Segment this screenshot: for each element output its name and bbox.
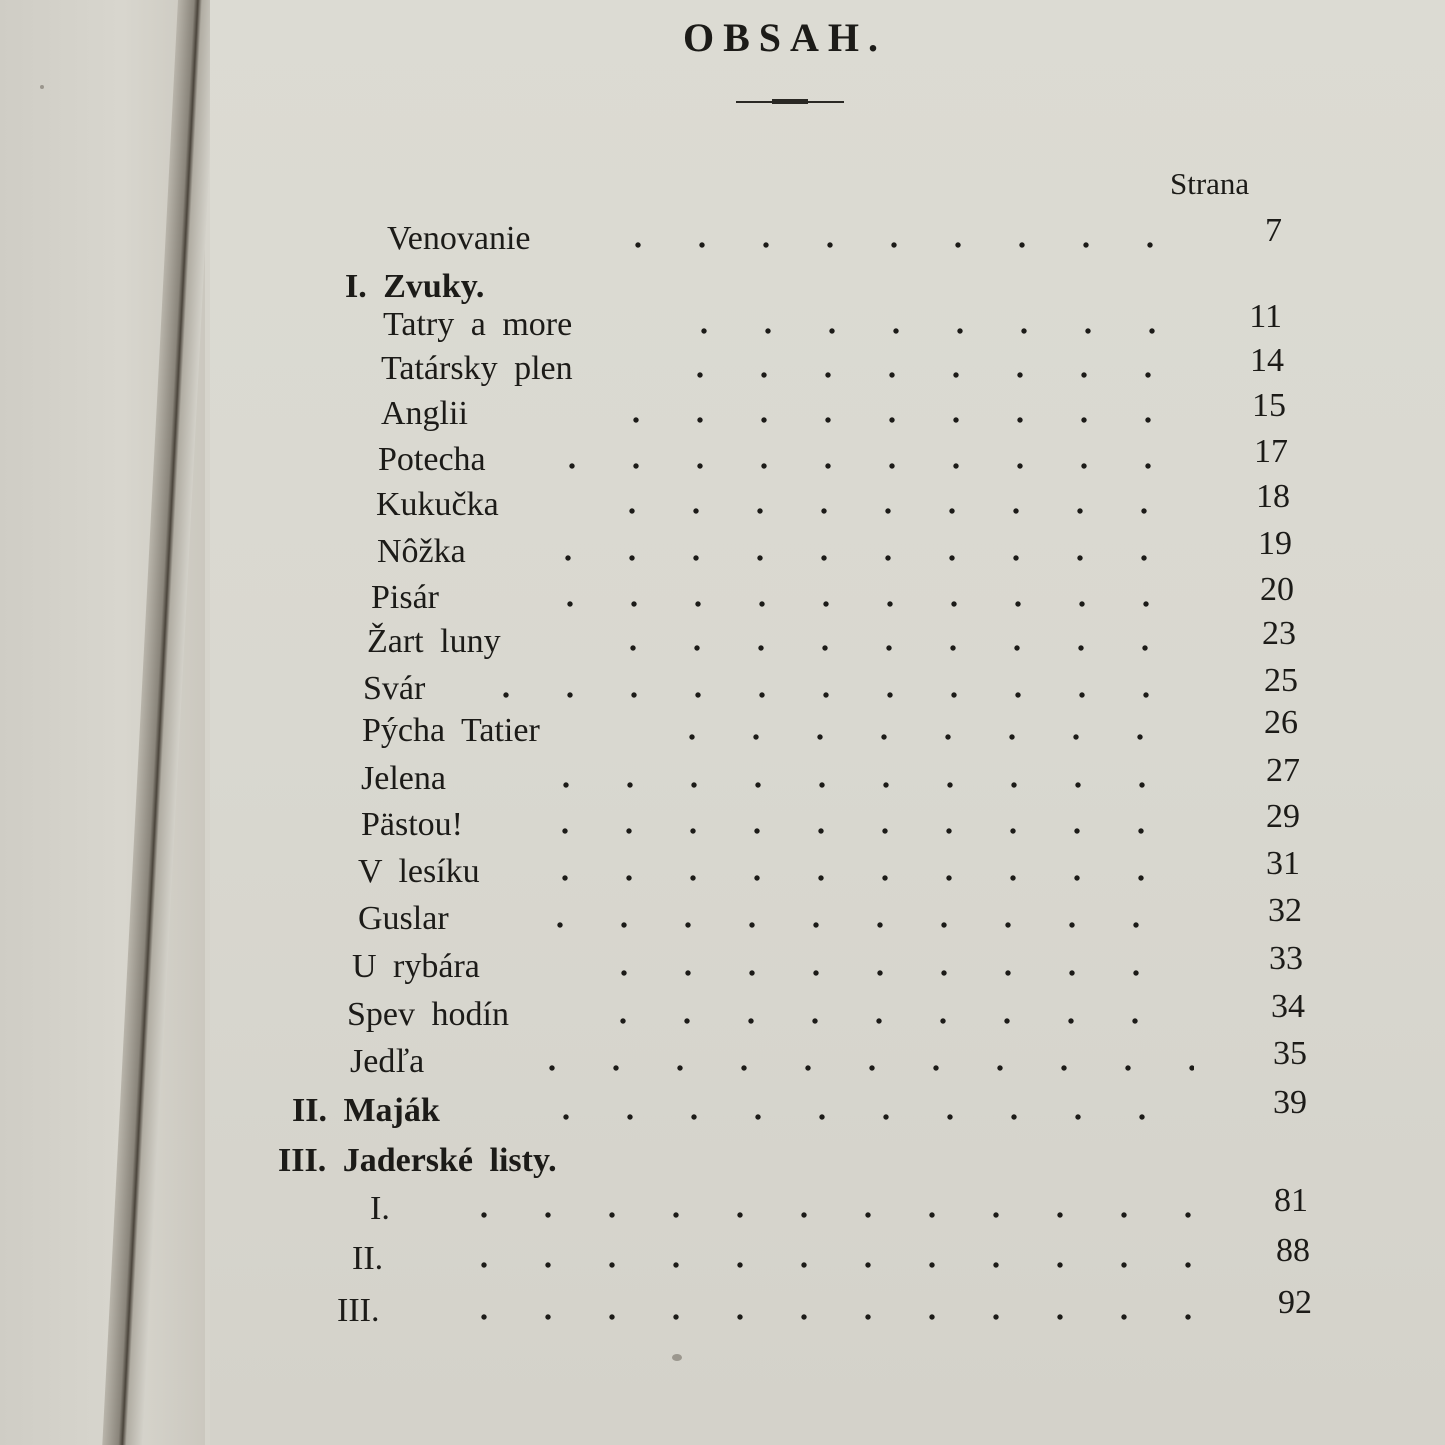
toc-entry <box>0 798 1445 852</box>
toc-entry <box>0 940 1445 994</box>
toc-entry-title: Guslar <box>358 900 449 937</box>
toc-entry <box>0 571 1445 625</box>
toc-entry <box>0 1142 1445 1188</box>
toc-page-number: 26 <box>1264 704 1298 741</box>
toc-entry-title: Jedľa <box>350 1043 425 1080</box>
dot-leader <box>591 1018 1194 1024</box>
toc-page-number: 34 <box>1271 988 1305 1025</box>
toc-entry <box>0 525 1445 579</box>
toc-entry <box>0 1182 1445 1236</box>
toc-entry-title: II. Maják <box>292 1092 440 1129</box>
toc-entry-title: III. Jaderské listy. <box>278 1142 557 1179</box>
page-column-header: Strana <box>1170 166 1250 201</box>
dot-leader <box>533 828 1194 834</box>
toc-page-number: 33 <box>1269 940 1303 977</box>
toc-page-number: 88 <box>1276 1232 1310 1269</box>
toc-entry <box>0 433 1445 487</box>
toc-entry <box>0 845 1445 899</box>
toc-entry-title: Pisár <box>371 579 439 616</box>
dot-leader <box>600 508 1194 514</box>
toc-page-number: 14 <box>1250 342 1284 379</box>
toc-entry-title: II. <box>352 1240 384 1277</box>
ink-speck <box>40 85 44 89</box>
dot-leader <box>601 645 1194 651</box>
toc-page-number: 19 <box>1258 525 1292 562</box>
toc-entry-title: III. <box>337 1292 380 1329</box>
dot-leader <box>533 875 1194 881</box>
toc-entry <box>0 212 1445 266</box>
dot-leader <box>604 417 1194 423</box>
toc-entry-title: Anglii <box>381 395 468 432</box>
toc-entry <box>0 752 1445 806</box>
toc-page-number: 29 <box>1266 798 1300 835</box>
toc-entry-title: Pýcha Tatier <box>362 712 540 749</box>
toc-entry-title: V lesíku <box>358 853 480 890</box>
toc-entry-title: Tatársky plen <box>381 350 573 387</box>
toc-page-number: 18 <box>1256 478 1290 515</box>
dot-leader <box>452 1262 1194 1268</box>
toc-entry <box>0 615 1445 669</box>
toc-page-number: 7 <box>1265 212 1282 249</box>
toc-entry-title: Potecha <box>378 441 486 478</box>
dot-leader <box>452 1314 1194 1320</box>
toc-entry-title: Tatry a more <box>383 306 573 343</box>
page-title: OBSAH. <box>683 15 888 60</box>
toc-page-number: 31 <box>1266 845 1300 882</box>
dot-leader <box>538 601 1194 607</box>
dot-leader <box>592 970 1194 976</box>
toc-entry-title: I. Zvuky. <box>345 268 485 305</box>
toc-entry <box>0 1284 1445 1338</box>
dot-leader <box>452 1212 1194 1218</box>
toc-entry-title: Nôžka <box>377 533 466 570</box>
toc-entry <box>0 1232 1445 1286</box>
toc-page-number: 11 <box>1249 298 1282 335</box>
toc-entry <box>0 892 1445 946</box>
dot-leader <box>660 734 1194 740</box>
toc-page-number: 81 <box>1274 1182 1308 1219</box>
toc-entry-title: Pästou! <box>361 806 463 843</box>
toc-page-number: 23 <box>1262 615 1296 652</box>
dot-leader <box>534 782 1194 788</box>
toc-entry <box>0 704 1445 758</box>
title-rule-center <box>772 99 808 104</box>
dot-leader <box>528 922 1194 928</box>
toc-page-number: 15 <box>1252 387 1286 424</box>
dot-leader <box>534 1114 1194 1120</box>
toc-page-number: 35 <box>1273 1035 1307 1072</box>
dot-leader <box>536 555 1194 561</box>
toc-page-number: 92 <box>1278 1284 1312 1321</box>
toc-entry-title: I. <box>370 1190 390 1227</box>
ink-speck <box>672 1354 682 1361</box>
toc-entry-title: Žart luny <box>367 623 501 660</box>
toc-page-number: 25 <box>1264 662 1298 699</box>
dot-leader <box>474 692 1194 698</box>
toc-entry <box>0 662 1445 716</box>
dot-leader <box>520 1065 1194 1071</box>
dot-leader <box>606 242 1194 248</box>
toc-entry-title: Jelena <box>361 760 446 797</box>
toc-entry <box>0 1035 1445 1089</box>
toc-entry <box>0 478 1445 532</box>
toc-entry <box>0 988 1445 1042</box>
toc-entry-title: Kukučka <box>376 486 499 523</box>
toc-page-number: 27 <box>1266 752 1300 789</box>
toc-entry-title: Spev hodín <box>347 996 509 1033</box>
toc-page-number: 20 <box>1260 571 1294 608</box>
toc-page-number: 32 <box>1268 892 1302 929</box>
toc-entry-title: Svár <box>363 670 426 707</box>
toc-entry-title: Venovanie <box>387 220 531 257</box>
dot-leader <box>540 463 1194 469</box>
dot-leader <box>672 328 1194 334</box>
toc-entry <box>0 1084 1445 1138</box>
toc-page-number: 17 <box>1254 433 1288 470</box>
dot-leader <box>668 372 1194 378</box>
toc-page-number: 39 <box>1273 1084 1307 1121</box>
toc-entry-title: U rybára <box>352 948 480 985</box>
